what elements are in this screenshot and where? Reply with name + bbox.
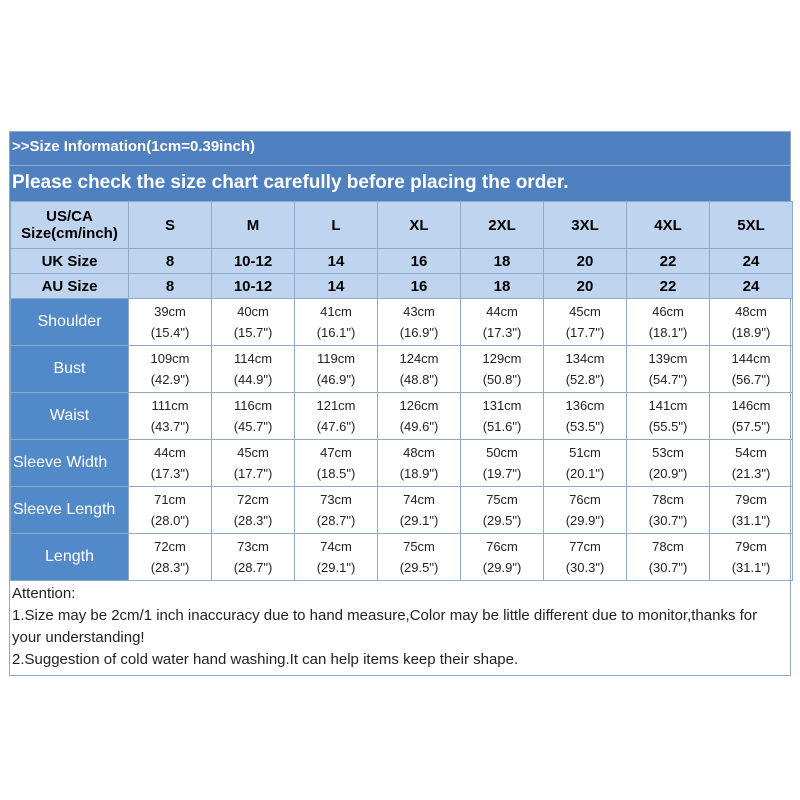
au-size-cell: 18 xyxy=(461,274,544,299)
cm-value: 74cm xyxy=(403,492,435,507)
inch-value: (18.9") xyxy=(399,466,439,481)
inch-value: (48.8") xyxy=(399,372,439,387)
measurement-cell xyxy=(295,534,378,581)
inch-value: (15.7") xyxy=(233,325,273,340)
cm-value: 77cm xyxy=(569,539,601,554)
au-size-cell: 14 xyxy=(295,274,378,299)
measurement-cell xyxy=(295,346,378,393)
inch-value: (28.3") xyxy=(150,560,190,575)
cm-value: 139cm xyxy=(648,351,688,366)
measurement-cell xyxy=(378,346,461,393)
inch-value: (17.3") xyxy=(482,325,522,340)
measurement-cell xyxy=(544,487,627,534)
measurement-cell xyxy=(627,534,710,581)
inch-value: (16.1") xyxy=(316,325,356,340)
cm-value: 53cm xyxy=(652,445,684,460)
inch-value: (29.9") xyxy=(482,560,522,575)
measurement-row xyxy=(11,393,793,440)
attention-notes xyxy=(10,581,790,675)
size-check-notice: Please check the size chart carefully before placing the order. xyxy=(12,172,569,193)
cm-value: 76cm xyxy=(486,539,518,554)
cm-value: 46cm xyxy=(652,304,684,319)
inch-value: (18.5") xyxy=(316,466,356,481)
measurement-cell xyxy=(544,534,627,581)
inch-value: (29.5") xyxy=(482,513,522,528)
uk-size-cell: 20 xyxy=(544,249,627,274)
measurement-cell xyxy=(461,440,544,487)
size-chart xyxy=(9,131,791,676)
inch-value: (30.7") xyxy=(648,560,688,575)
inch-value: (57.5") xyxy=(731,419,771,434)
inch-value: (17.7") xyxy=(565,325,605,340)
inch-value: (56.7") xyxy=(731,372,771,387)
measurement-cell xyxy=(627,440,710,487)
au-size-label: AU Size xyxy=(11,274,129,299)
inch-value: (46.9") xyxy=(316,372,356,387)
measurement-cell xyxy=(212,440,295,487)
measurement-cell xyxy=(378,534,461,581)
measurement-label: Sleeve Length xyxy=(11,487,129,534)
cm-value: 79cm xyxy=(735,492,767,507)
size-info-banner xyxy=(10,132,790,201)
measurement-cell xyxy=(212,299,295,346)
cm-value: 72cm xyxy=(154,539,186,554)
inch-value: (43.7") xyxy=(150,419,190,434)
measurement-cell xyxy=(378,393,461,440)
inch-value: (53.5") xyxy=(565,419,605,434)
uk-size-cell: 16 xyxy=(378,249,461,274)
cm-value: 48cm xyxy=(735,304,767,319)
size-header: S xyxy=(129,202,212,249)
measurement-row xyxy=(11,299,793,346)
measurement-cell xyxy=(461,534,544,581)
measurement-row xyxy=(11,440,793,487)
measurement-cell xyxy=(129,534,212,581)
size-table xyxy=(10,201,793,581)
measurement-cell xyxy=(212,534,295,581)
size-header: 3XL xyxy=(544,202,627,249)
inch-value: (45.7") xyxy=(233,419,273,434)
cm-value: 74cm xyxy=(320,539,352,554)
cm-value: 72cm xyxy=(237,492,269,507)
measurement-label: Length xyxy=(11,534,129,581)
measurement-cell xyxy=(710,534,793,581)
size-header: 5XL xyxy=(710,202,793,249)
uk-size-cell: 22 xyxy=(627,249,710,274)
cm-value: 141cm xyxy=(648,398,688,413)
cm-value: 116cm xyxy=(233,398,273,413)
uk-size-label: UK Size xyxy=(11,249,129,274)
inch-value: (21.3") xyxy=(731,466,771,481)
uk-size-cell: 24 xyxy=(710,249,793,274)
measurement-row xyxy=(11,534,793,581)
measurement-cell xyxy=(461,299,544,346)
measurement-cell xyxy=(129,487,212,534)
measurement-cell xyxy=(710,440,793,487)
uk-size-row xyxy=(11,249,793,274)
measurement-cell xyxy=(129,346,212,393)
inch-value: (15.4") xyxy=(150,325,190,340)
uk-size-cell: 14 xyxy=(295,249,378,274)
inch-value: (18.1") xyxy=(648,325,688,340)
uk-size-cell: 8 xyxy=(129,249,212,274)
measurement-row xyxy=(11,487,793,534)
cm-value: 126cm xyxy=(399,398,439,413)
inch-value: (18.9") xyxy=(731,325,771,340)
inch-value: (54.7") xyxy=(648,372,688,387)
inch-value: (30.7") xyxy=(648,513,688,528)
inch-value: (29.1") xyxy=(399,513,439,528)
cm-value: 54cm xyxy=(735,445,767,460)
measurement-cell xyxy=(295,393,378,440)
measurement-cell xyxy=(544,299,627,346)
inch-value: (50.8") xyxy=(482,372,522,387)
cm-value: 39cm xyxy=(154,304,186,319)
inch-value: (29.5") xyxy=(399,560,439,575)
measurement-cell xyxy=(378,440,461,487)
measurement-cell xyxy=(461,487,544,534)
measurement-label: Waist xyxy=(11,393,129,440)
measurement-cell xyxy=(544,393,627,440)
measurement-cell xyxy=(710,393,793,440)
note-washing: 2.Suggestion of cold water hand washing.It can help items keep their shape. xyxy=(12,651,519,668)
au-size-cell: 8 xyxy=(129,274,212,299)
cm-value: 75cm xyxy=(486,492,518,507)
cm-value: 114cm xyxy=(233,351,273,366)
measurement-cell xyxy=(295,487,378,534)
measurement-cell xyxy=(627,487,710,534)
measurement-cell xyxy=(710,487,793,534)
cm-value: 111cm xyxy=(151,398,189,413)
measurement-cell xyxy=(461,346,544,393)
measurement-cell xyxy=(544,440,627,487)
measurement-cell xyxy=(378,299,461,346)
measurement-cell xyxy=(129,440,212,487)
measurement-cell xyxy=(378,487,461,534)
measurement-cell xyxy=(212,393,295,440)
cm-value: 124cm xyxy=(399,351,439,366)
cm-value: 48cm xyxy=(403,445,435,460)
cm-value: 79cm xyxy=(735,539,767,554)
inch-value: (30.3") xyxy=(565,560,605,575)
cm-value: 41cm xyxy=(320,304,352,319)
cm-value: 78cm xyxy=(652,492,684,507)
inch-value: (29.9") xyxy=(565,513,605,528)
cm-value: 131cm xyxy=(482,398,522,413)
size-header: M xyxy=(212,202,295,249)
inch-value: (20.9") xyxy=(648,466,688,481)
inch-value: (28.3") xyxy=(233,513,273,528)
measurement-cell xyxy=(212,487,295,534)
cm-value: 47cm xyxy=(320,445,352,460)
cm-value: 109cm xyxy=(150,351,190,366)
measurement-cell xyxy=(627,393,710,440)
cm-value: 134cm xyxy=(565,351,605,366)
cm-value: 146cm xyxy=(731,398,771,413)
inch-value: (20.1") xyxy=(565,466,605,481)
inch-value: (29.1") xyxy=(316,560,356,575)
cm-value: 40cm xyxy=(237,304,269,319)
inch-value: (31.1") xyxy=(731,560,771,575)
measurement-cell xyxy=(627,299,710,346)
inch-value: (28.7") xyxy=(316,513,356,528)
measurement-cell xyxy=(461,393,544,440)
inch-value: (17.7") xyxy=(233,466,273,481)
size-header: L xyxy=(295,202,378,249)
cm-value: 75cm xyxy=(403,539,435,554)
size-header: 4XL xyxy=(627,202,710,249)
size-header: XL xyxy=(378,202,461,249)
measurement-cell xyxy=(129,299,212,346)
measurement-label: Bust xyxy=(11,346,129,393)
inch-value: (42.9") xyxy=(150,372,190,387)
cm-value: 73cm xyxy=(237,539,269,554)
attention-heading: Attention: xyxy=(12,585,76,602)
us-size-row xyxy=(11,202,793,249)
measurement-cell xyxy=(544,346,627,393)
inch-value: (47.6") xyxy=(316,419,356,434)
inch-value: (55.5") xyxy=(648,419,688,434)
uk-size-cell: 10-12 xyxy=(212,249,295,274)
cm-value: 43cm xyxy=(403,304,435,319)
cm-value: 78cm xyxy=(652,539,684,554)
inch-value: (28.0") xyxy=(150,513,190,528)
au-size-cell: 20 xyxy=(544,274,627,299)
cm-value: 144cm xyxy=(731,351,771,366)
cm-value: 119cm xyxy=(316,351,356,366)
cm-value: 45cm xyxy=(569,304,601,319)
au-size-cell: 16 xyxy=(378,274,461,299)
cm-value: 76cm xyxy=(569,492,601,507)
measurement-cell xyxy=(129,393,212,440)
size-info-title: >>Size Information(1cm=0.39inch) xyxy=(10,132,790,166)
measurement-cell xyxy=(212,346,295,393)
cm-value: 44cm xyxy=(154,445,186,460)
cm-value: 136cm xyxy=(565,398,605,413)
cm-value: 73cm xyxy=(320,492,352,507)
cm-value: 51cm xyxy=(569,445,601,460)
size-header: 2XL xyxy=(461,202,544,249)
inch-value: (17.3") xyxy=(150,466,190,481)
inch-value: (19.7") xyxy=(482,466,522,481)
inch-value: (31.1") xyxy=(731,513,771,528)
measurement-label: Shoulder xyxy=(11,299,129,346)
cm-value: 121cm xyxy=(316,398,356,413)
au-size-cell: 22 xyxy=(627,274,710,299)
measurement-row xyxy=(11,346,793,393)
inch-value: (16.9") xyxy=(399,325,439,340)
inch-value: (44.9") xyxy=(233,372,273,387)
cm-value: 44cm xyxy=(486,304,518,319)
inch-value: (52.8") xyxy=(565,372,605,387)
measurement-cell xyxy=(710,299,793,346)
cm-value: 50cm xyxy=(486,445,518,460)
au-size-row xyxy=(11,274,793,299)
measurement-cell xyxy=(295,299,378,346)
au-size-cell: 10-12 xyxy=(212,274,295,299)
cm-value: 129cm xyxy=(482,351,522,366)
note-hand-measure: 1.Size may be 2cm/1 inch inaccuracy due to hand measure,Color may be little different due to monitor,thanks for your understanding! xyxy=(12,607,758,646)
inch-value: (49.6") xyxy=(399,419,439,434)
corner-label: US/CA Size(cm/inch) xyxy=(11,202,129,249)
measurement-cell xyxy=(295,440,378,487)
measurements-body xyxy=(11,299,793,581)
cm-value: 71cm xyxy=(154,492,186,507)
measurement-cell xyxy=(710,346,793,393)
uk-size-cell: 18 xyxy=(461,249,544,274)
measurement-cell xyxy=(627,346,710,393)
inch-value: (28.7") xyxy=(233,560,273,575)
cm-value: 45cm xyxy=(237,445,269,460)
inch-value: (51.6") xyxy=(482,419,522,434)
au-size-cell: 24 xyxy=(710,274,793,299)
measurement-label: Sleeve Width xyxy=(11,440,129,487)
